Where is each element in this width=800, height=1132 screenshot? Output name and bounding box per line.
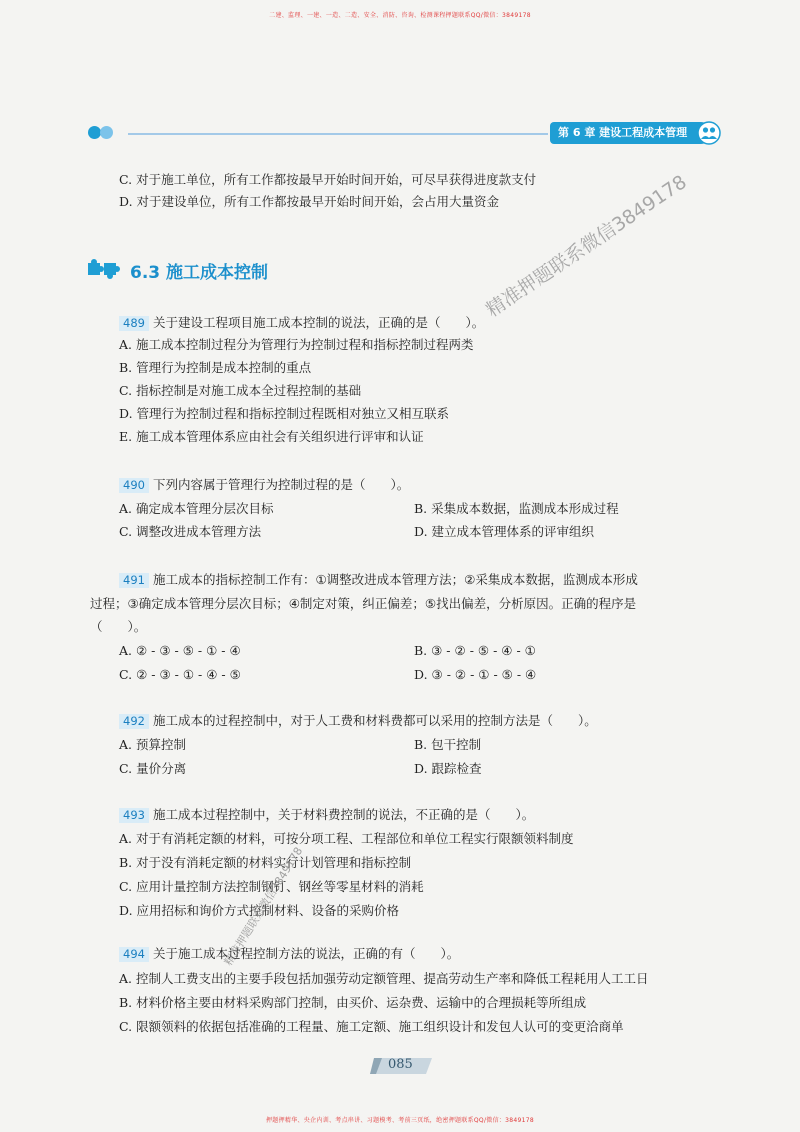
q493-option-c: C. 应用计量控制方法控制钢钉、钢丝等零星材料的消耗 — [119, 879, 424, 894]
q492-option-c: C. 量价分离 — [119, 761, 187, 776]
q492-option-d: D. 跟踪检查 — [414, 761, 482, 776]
q489-option-d: D. 管理行为控制过程和指标控制过程既相对独立又相互联系 — [119, 406, 450, 421]
q490-option-d: D. 建立成本管理体系的评审组织 — [414, 524, 595, 539]
q490-option-a: A. 确定成本管理分层次目标 — [119, 501, 274, 516]
q494-option-c: C. 限额领料的依据包括准确的工程量、施工定额、施工组织设计和发包人认可的变更洽商单 — [119, 1019, 624, 1034]
top-contact-note: 二建、监理、一建、一造、二造、安全、消防、咨询、检测课程押题联系QQ/微信：3849178 — [269, 12, 531, 19]
watermark-text-small: 精准押题联系微信3849178 — [221, 844, 306, 968]
carryover-option-c: C. 对于施工单位，所有工作都按最早开始时间开始，可尽早获得进度款支付 — [119, 172, 537, 187]
q490-option-c: C. 调整改进成本管理方法 — [119, 524, 262, 539]
header-dots — [88, 124, 128, 142]
question-number: 491 — [119, 573, 149, 588]
q492-option-b: B. 包干控制 — [414, 737, 482, 752]
q494-option-b: B. 材料价格主要由材料采购部门控制，由买价、运杂费、运输中的合理损耗等所组成 — [119, 995, 587, 1010]
question-489-stem: 489 关于建设工程项目施工成本控制的说法，正确的是（ ）。 — [119, 315, 484, 331]
watermark-text: 精准押题联系微信3849178 — [482, 170, 691, 322]
q489-option-b: B. 管理行为控制是成本控制的重点 — [119, 360, 312, 375]
question-494-stem: 494 关于施工成本过程控制方法的说法，正确的有（ ）。 — [119, 946, 459, 962]
q489-option-e: E. 施工成本管理体系应由社会有关组织进行评审和认证 — [119, 429, 424, 444]
section-title: 6.3 施工成本控制 — [130, 263, 269, 283]
question-491-stem: 491 施工成本的指标控制工作有：①调整改进成本管理方法；②采集成本数据，监测成本形成 — [119, 572, 638, 588]
q489-option-c: C. 指标控制是对施工成本全过程控制的基础 — [119, 383, 362, 398]
people-icon — [697, 121, 721, 145]
question-number: 492 — [119, 714, 149, 729]
question-number: 493 — [119, 808, 149, 823]
q491-option-c: C. ② - ③ - ① - ④ - ⑤ — [119, 667, 241, 682]
q491-option-d: D. ③ - ② - ① - ⑤ - ④ — [414, 667, 537, 682]
carryover-option-d: D. 对于建设单位，所有工作都按最早开始时间开始，会占用大量资金 — [119, 194, 500, 209]
q492-option-a: A. 预算控制 — [119, 737, 186, 752]
question-491-stem-line2: 过程；③确定成本管理分层次目标；④制定对策，纠正偏差；⑤找出偏差，分析原因。正确的程序是 — [90, 596, 637, 611]
puzzle-icon — [86, 258, 122, 280]
chapter-tab: 第 6 章 建设工程成本管理 — [550, 122, 712, 144]
question-number: 490 — [119, 478, 149, 493]
question-491-stem-line3: （ ）。 — [90, 619, 147, 634]
q493-option-b: B. 对于没有消耗定额的材料实行计划管理和指标控制 — [119, 855, 412, 870]
q491-option-a: A. ② - ③ - ⑤ - ① - ④ — [119, 643, 241, 658]
question-492-stem: 492 施工成本的过程控制中，对于人工费和材料费都可以采用的控制方法是（ ）。 — [119, 713, 597, 729]
q493-option-a: A. 对于有消耗定额的材料，可按分项工程、工程部位和单位工程实行限额领料制度 — [119, 831, 574, 846]
question-490-stem: 490 下列内容属于管理行为控制过程的是（ ）。 — [119, 477, 409, 493]
question-493-stem: 493 施工成本过程控制中，关于材料费控制的说法，不正确的是（ ）。 — [119, 807, 534, 823]
q489-option-a: A. 施工成本控制过程分为管理行为控制过程和指标控制过程两类 — [119, 337, 474, 352]
q493-option-d: D. 应用招标和询价方式控制材料、设备的采购价格 — [119, 903, 400, 918]
bottom-contact-note: 押题押精华、央企内训、考点串讲、习题模考、考前三页纸，绝密押题联系QQ/微信：3849178 — [266, 1117, 534, 1124]
question-number: 489 — [119, 316, 149, 331]
header-rule — [128, 133, 548, 135]
page-number: 085 — [388, 1057, 413, 1072]
q491-option-b: B. ③ - ② - ⑤ - ④ - ① — [414, 643, 536, 658]
q490-option-b: B. 采集成本数据，监测成本形成过程 — [414, 501, 619, 516]
question-number: 494 — [119, 947, 149, 962]
page-number-badge — [370, 1056, 432, 1076]
q494-option-a: A. 控制人工费支出的主要手段包括加强劳动定额管理、提高劳动生产率和降低工程耗用人工工日 — [119, 971, 649, 986]
